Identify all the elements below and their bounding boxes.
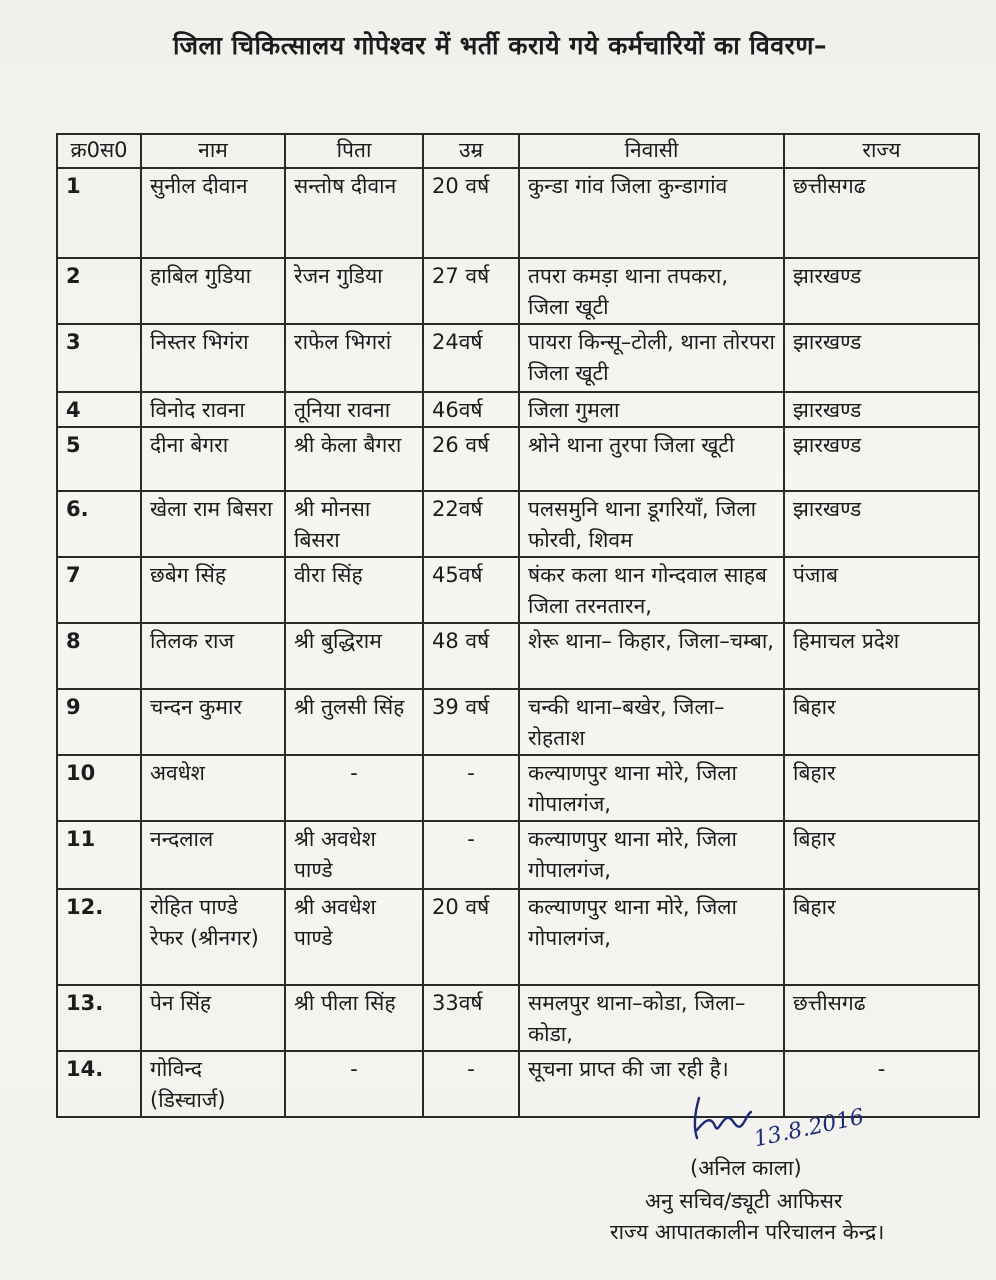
- cell-father: -: [285, 1051, 423, 1117]
- cell-residence: सूचना प्राप्त की जा रही है।: [519, 1051, 784, 1117]
- cell-name: चन्दन कुमार: [141, 689, 285, 755]
- cell-age: 45वर्ष: [423, 557, 519, 623]
- cell-state: झारखण्ड: [784, 392, 979, 427]
- cell-state: पंजाब: [784, 557, 979, 623]
- cell-father: -: [285, 755, 423, 821]
- cell-father: श्री तुलसी सिंह: [285, 689, 423, 755]
- header-father: पिता: [285, 134, 423, 168]
- cell-state: झारखण्ड: [784, 258, 979, 324]
- cell-name: गोविन्द (डिस्चार्ज): [141, 1051, 285, 1117]
- cell-father: तूनिया रावना: [285, 392, 423, 427]
- cell-serial: 5: [57, 427, 141, 491]
- signatory-designation: अनु सचिव/ड्यूटी आफिसर: [645, 1189, 843, 1213]
- cell-residence: समलपुर थाना–कोडा, जिला–कोडा,: [519, 985, 784, 1051]
- header-residence: निवासी: [519, 134, 784, 168]
- cell-serial: 8: [57, 623, 141, 689]
- cell-age: 48 वर्ष: [423, 623, 519, 689]
- cell-name: सुनील दीवान: [141, 168, 285, 258]
- table-row: [57, 168, 979, 258]
- cell-age: -: [423, 821, 519, 889]
- cell-name: दीना बेगरा: [141, 427, 285, 491]
- cell-state: बिहार: [784, 821, 979, 889]
- table-row: [57, 755, 979, 821]
- cell-father: सन्तोष दीवान: [285, 168, 423, 258]
- cell-state: झारखण्ड: [784, 324, 979, 392]
- cell-name: अवधेश: [141, 755, 285, 821]
- signature-date: 13.8.2016: [751, 1104, 867, 1153]
- table-row: [57, 491, 979, 557]
- table-row: [57, 985, 979, 1051]
- header-state: राज्य: [784, 134, 979, 168]
- cell-name: पेन सिंह: [141, 985, 285, 1051]
- cell-name: छबेग सिंह: [141, 557, 285, 623]
- cell-age: 24वर्ष: [423, 324, 519, 392]
- document-title: जिला चिकित्सालय गोपेश्वर में भर्ती कराये गये कर्मचारियों का विवरण–: [173, 31, 827, 60]
- cell-residence: कल्याणपुर थाना मोरे, जिला गोपालगंज,: [519, 755, 784, 821]
- cell-father: श्री अवधेश पाण्डे: [285, 889, 423, 985]
- cell-serial: 9: [57, 689, 141, 755]
- cell-residence: जिला गुमला: [519, 392, 784, 427]
- cell-state: बिहार: [784, 689, 979, 755]
- cell-name: निस्तर भिगंरा: [141, 324, 285, 392]
- signatory-office: राज्य आपातकालीन परिचालन केन्द्र।: [610, 1220, 885, 1244]
- employee-table: [56, 133, 980, 1118]
- cell-father: श्री मोनसा बिसरा: [285, 491, 423, 557]
- cell-residence: तपरा कमड़ा थाना तपकरा, जिला खूटी: [519, 258, 784, 324]
- cell-father: वीरा सिंह: [285, 557, 423, 623]
- table-row: [57, 689, 979, 755]
- signatory-name: (अनिल काला): [690, 1156, 802, 1180]
- cell-serial: 11: [57, 821, 141, 889]
- table-row: [57, 392, 979, 427]
- cell-serial: 13.: [57, 985, 141, 1051]
- cell-serial: 3: [57, 324, 141, 392]
- cell-residence: कल्याणपुर थाना मोरे, जिला गोपालगंज,: [519, 821, 784, 889]
- cell-state: झारखण्ड: [784, 427, 979, 491]
- cell-age: 33वर्ष: [423, 985, 519, 1051]
- cell-name: तिलक राज: [141, 623, 285, 689]
- cell-age: 20 वर्ष: [423, 889, 519, 985]
- header-age: उम्र: [423, 134, 519, 168]
- cell-serial: 10: [57, 755, 141, 821]
- table-row: [57, 889, 979, 985]
- table-row: [57, 324, 979, 392]
- cell-father: श्री बुद्धिराम: [285, 623, 423, 689]
- cell-serial: 1: [57, 168, 141, 258]
- cell-state: -: [784, 1051, 979, 1117]
- cell-state: झारखण्ड: [784, 491, 979, 557]
- table-header-row: [57, 134, 979, 168]
- cell-residence: पलसमुनि थाना डूगरियॉं, जिला फोरवी, शिवम: [519, 491, 784, 557]
- cell-age: 46वर्ष: [423, 392, 519, 427]
- cell-name: नन्दलाल: [141, 821, 285, 889]
- cell-father: श्री केला बैगरा: [285, 427, 423, 491]
- cell-state: बिहार: [784, 755, 979, 821]
- cell-serial: 4: [57, 392, 141, 427]
- cell-father: रेजन गुडिया: [285, 258, 423, 324]
- header-serial: क्र0स0: [57, 134, 141, 168]
- cell-residence: कल्याणपुर थाना मोरे, जिला गोपालगंज,: [519, 889, 784, 985]
- table-row: [57, 557, 979, 623]
- cell-age: 27 वर्ष: [423, 258, 519, 324]
- cell-age: 22वर्ष: [423, 491, 519, 557]
- signature-block: [590, 1090, 970, 1270]
- cell-residence: पायरा किन्सू–टोली, थाना तोरपरा जिला खूटी: [519, 324, 784, 392]
- cell-state: बिहार: [784, 889, 979, 985]
- cell-residence: श्रोने थाना तुरपा जिला खूटी: [519, 427, 784, 491]
- cell-residence: शेरू थाना– किहार, जिला–चम्बा,: [519, 623, 784, 689]
- cell-serial: 2: [57, 258, 141, 324]
- cell-name: हाबिल गुडिया: [141, 258, 285, 324]
- cell-father: श्री पीला सिंह: [285, 985, 423, 1051]
- table-row: [57, 258, 979, 324]
- table-row: [57, 821, 979, 889]
- header-name: नाम: [141, 134, 285, 168]
- cell-serial: 14.: [57, 1051, 141, 1117]
- table-row: [57, 427, 979, 491]
- cell-name: खेला राम बिसरा: [141, 491, 285, 557]
- cell-age: 26 वर्ष: [423, 427, 519, 491]
- cell-residence: षंकर कला थान गोन्दवाल साहब जिला तरनतारन,: [519, 557, 784, 623]
- cell-state: हिमाचल प्रदेश: [784, 623, 979, 689]
- cell-residence: चन्की थाना–बखेर, जिला–रोहताश: [519, 689, 784, 755]
- cell-residence: कुन्डा गांव जिला कुन्डागांव: [519, 168, 784, 258]
- cell-state: छत्तीसगढ: [784, 985, 979, 1051]
- cell-father: राफेल भिगरां: [285, 324, 423, 392]
- cell-father: श्री अवधेश पाण्डे: [285, 821, 423, 889]
- cell-age: 39 वर्ष: [423, 689, 519, 755]
- cell-serial: 6.: [57, 491, 141, 557]
- cell-serial: 12.: [57, 889, 141, 985]
- cell-age: -: [423, 755, 519, 821]
- cell-name: विनोद रावना: [141, 392, 285, 427]
- table-row: [57, 623, 979, 689]
- cell-age: -: [423, 1051, 519, 1117]
- cell-name: रोहित पाण्डे रेफर (श्रीनगर): [141, 889, 285, 985]
- cell-serial: 7: [57, 557, 141, 623]
- cell-age: 20 वर्ष: [423, 168, 519, 258]
- cell-state: छत्तीसगढ: [784, 168, 979, 258]
